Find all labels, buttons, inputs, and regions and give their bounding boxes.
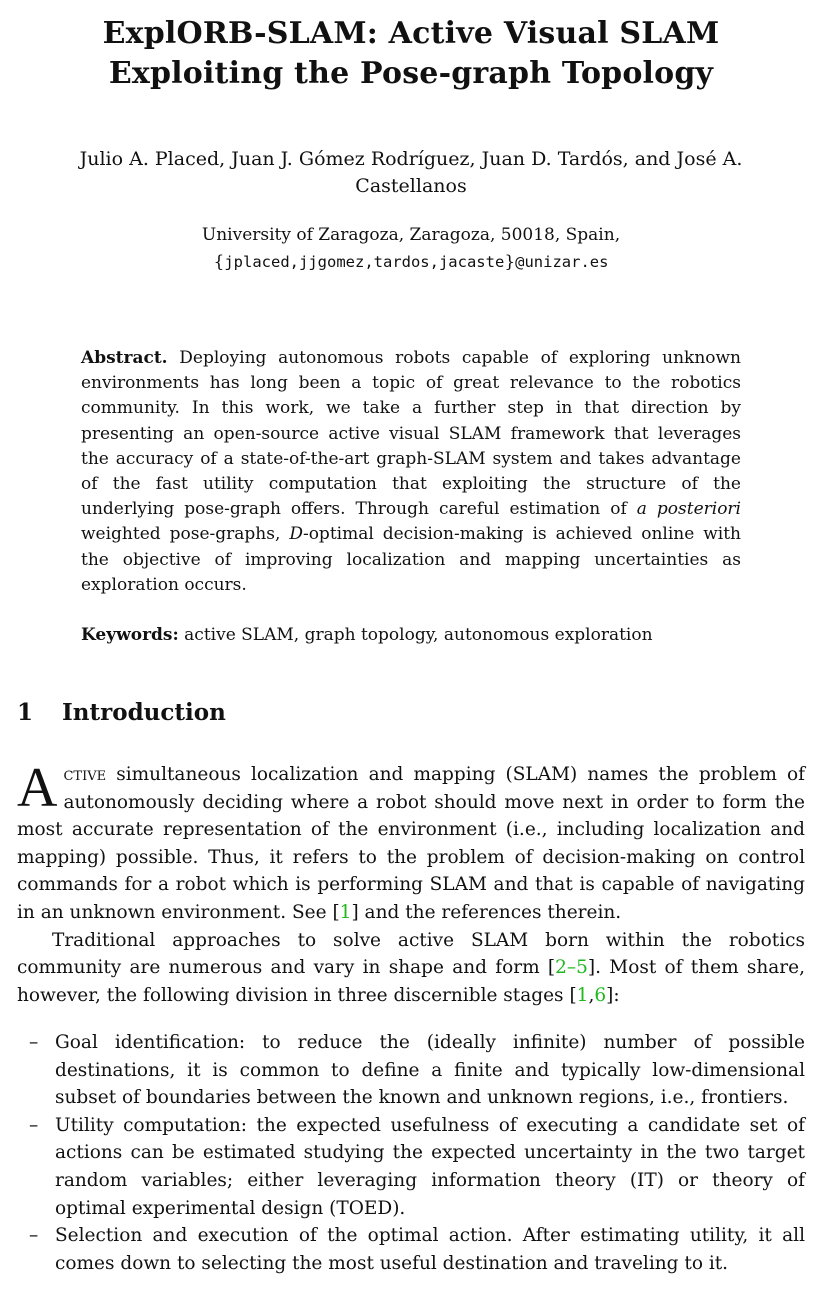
introduction-body — [17, 757, 805, 1009]
list-dash: – — [29, 1032, 39, 1053]
intro-p2-text-c: : — [613, 984, 620, 1006]
email-line — [0, 249, 822, 276]
email-domain: @unizar.es — [515, 253, 609, 271]
title-line-1: ExplORB-SLAM: Active Visual SLAM — [102, 16, 720, 51]
stages-list — [17, 1029, 805, 1277]
abstract-d-symbol: D — [289, 524, 303, 545]
list-item — [17, 1029, 805, 1112]
intro-p1-text-a: simultaneous localization and mapping (SLAM) names the problem of autonomously deciding where a robot should move next in order to form the most accurate representation of the environment (i.e., including localization and mapping) possible. Thus, it refers to the problem of decision-making on control commands for a robot which is performing SLAM and that is capable of navigating in an unknown environment. See — [17, 764, 805, 923]
citation-link[interactable]: 2–5 — [555, 957, 588, 979]
paper-title — [0, 14, 822, 94]
section-heading — [17, 697, 226, 729]
intro-p2-text-b: . Most of them share, however, the following division in three discernible stages — [17, 957, 805, 1006]
abstract-text-a: Deploying autonomous robots capable of exploring unknown environments has long been a topic of great relevance to the robotics community. In this work, we take a further step in that direction by presenting an open-source active visual SLAM framework that leverages the accuracy of a state-of-the-art graph-SLAM system and takes advantage of the fast utility computation that exploiting the structure of the underlying pose-graph offers. Through careful estimation of — [81, 348, 742, 520]
section-title: Introduction — [62, 699, 226, 726]
email-usernames: jplaced,jjgomez,tardos,jacaste — [224, 253, 505, 271]
keywords-text: active SLAM, graph topology, autonomous exploration — [184, 625, 653, 645]
keywords — [81, 622, 741, 648]
list-item-text: Selection and execution of the optimal action. After estimating utility, it all comes down to selecting the most useful destination and traveling to it. — [55, 1225, 805, 1274]
list-dash: – — [29, 1114, 39, 1136]
abstract-label: Abstract. — [81, 348, 168, 368]
citation-separator: , — [588, 984, 595, 1006]
citation-link[interactable]: 6 — [594, 984, 607, 1006]
drop-cap: A — [17, 757, 58, 819]
email-brace-open: { — [213, 252, 225, 272]
title-line-2: Exploiting the Pose-graph Topology — [108, 56, 714, 91]
abstract-italic: a posteriori — [636, 499, 741, 520]
intro-paragraph-2: Traditional approaches to solve active SLAM born within the robotics community are numerous and vary in shape and form [2–5]. Most of them share, however, the following division in three discernible stages [1,6]: — [17, 929, 805, 1006]
list-item — [17, 1222, 805, 1277]
affiliation — [0, 222, 822, 276]
abstract-text-b: weighted pose-graphs, — [81, 524, 290, 545]
list-item — [17, 1112, 805, 1222]
intro-p2-text-a: Traditional approaches to solve active SLAM born within the robotics community are numerous and vary in shape and form — [17, 929, 805, 979]
list-item-text: Utility computation: the expected usefulness of executing a candidate set of actions can be estimated studying the expected uncertainty in the two target random variables; either leveraging information theory (IT) or theory of optimal experimental design (TOED). — [55, 1114, 805, 1219]
intro-smallcaps: ctive — [63, 764, 107, 785]
list-item-text: Goal identification: to reduce the (ideally infinite) number of possible destinations, it is common to define a finite and typically low-dimensional subset of boundaries between the known and unknown regions, i.e., frontiers. — [55, 1032, 805, 1109]
intro-paragraph-1: Active simultaneous localization and mapping (SLAM) names the problem of autonomously deciding where a robot should move next in order to form the most accurate representation of the environment (i.e., including localization and mapping) possible. Thus, it refers to the problem of decision-making on control commands for a robot which is performing SLAM and that is capable of navigating in an unknown environment. See [1] and the references therein. — [17, 757, 805, 923]
keywords-label: Keywords: — [81, 625, 179, 645]
abstract — [81, 346, 741, 598]
email-brace-close: } — [504, 252, 516, 272]
intro-p1-text-b: and the references therein. — [358, 901, 622, 923]
citation-link[interactable]: 1 — [339, 901, 352, 923]
affiliation-line: University of Zaragoza, Zaragoza, 50018, Spain, — [201, 225, 621, 245]
author-list: Julio A. Placed, Juan J. Gómez Rodríguez, Juan D. Tardós, and José A. Castellanos — [79, 148, 743, 197]
abstract-text-c: -optimal decision-making is achieved online with the objective of improving localization and mapping uncertainties as exploration occurs. — [81, 524, 741, 595]
list-dash: – — [29, 1225, 39, 1247]
section-number: 1 — [17, 699, 34, 726]
citation-link[interactable]: 1 — [576, 984, 589, 1006]
